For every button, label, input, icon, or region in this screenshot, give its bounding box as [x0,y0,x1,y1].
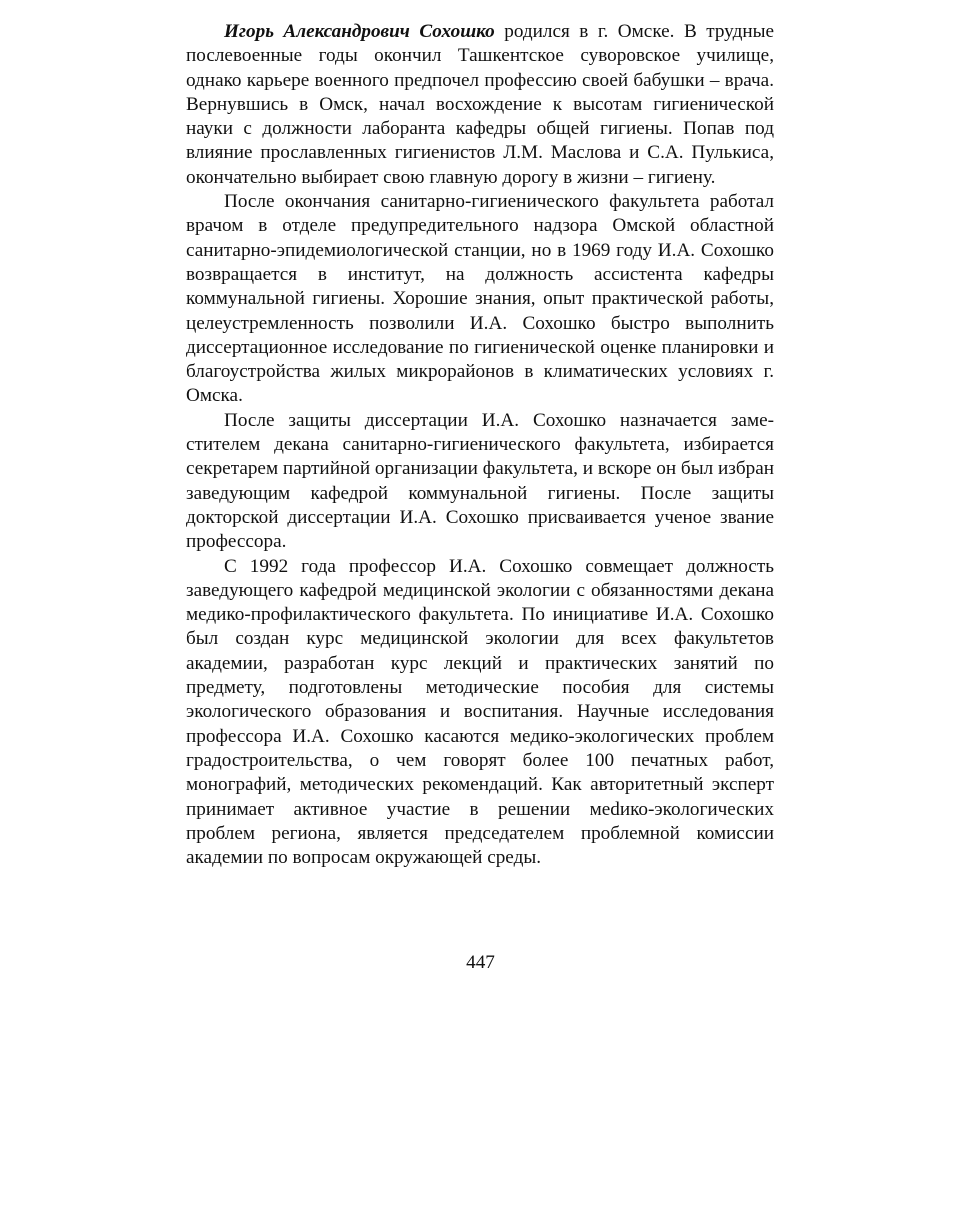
paragraph-1-text: родился в г. Омске. В трудные послевоенные годы окончил Ташкентское суворовское училище, однако карьере военного предпочел профессию своей бабушки – врача. Вернувшись в Омск, начал восхождение к высотам гигиенической науки с должности лаборанта кафедры общей гигиены. Попав под влияние прославленных гигиенистов Л.М. Маслова и С.А. Пулькиса, окончательно выбирает свою главную дорогу в жизни – гигиену. [186,21,775,188]
page-number: 447 [466,952,495,973]
paragraph-3: После защиты диссертации И.А. Сохошко назначается заместителем декана санитарно-гигиенического факультета, избирается секретарем партийной организации факультета, и вскоре он был избран заведующим кафедрой коммунальной гигиены. После защиты докторской диссертации И.А. Сохошко присваивается ученое звание профессора. [186,409,774,553]
paragraph-2: После окончания санитарно-гигиенического факультета работал врачом в отделе предупредительного надзора Омской областной санитарно-эпидемиологической станции, но в 1969 году И.А. Сохошко возвращается в институт, на должность ассистента кафедры коммунальной гигиены. Хорошие знания, опыт практической работы, целеустремленность позволили И.А. Сохошко быстро выполнить диссертационное исследование по гигиенической оценке планировки и благоустройства жилых микрорайонов в климатических условиях г. Омска. [186,191,774,407]
author-name: Игорь Александрович Сохошко [224,21,495,42]
paragraph-4: С 1992 года профессор И.А. Сохошко совмещает должность заведующего кафедрой медицинской экологии с обязанностями декана медико-профилактического факультета. По инициативе И.А. Сохошко был создан курс медицинской экологии для всех факультетов академии, разработан курс лекций и практических занятий по предмету, подготовлены методические пособия для системы экологического образования и воспитания. Научные исследования профессора И.А. Сохошко касаются медико-экологических проблем градостроительства, о чем говорят более 100 печатных работ, монографий, методических рекомендаций. Как авторитетный эксперт принимает активное участие в решении меdико-экологических проблем региона, является председателем проблемной комиссии академии по вопросам окружающей среды. [186,555,774,869]
document-body [186,20,774,870]
paragraph-1 [186,20,774,190]
